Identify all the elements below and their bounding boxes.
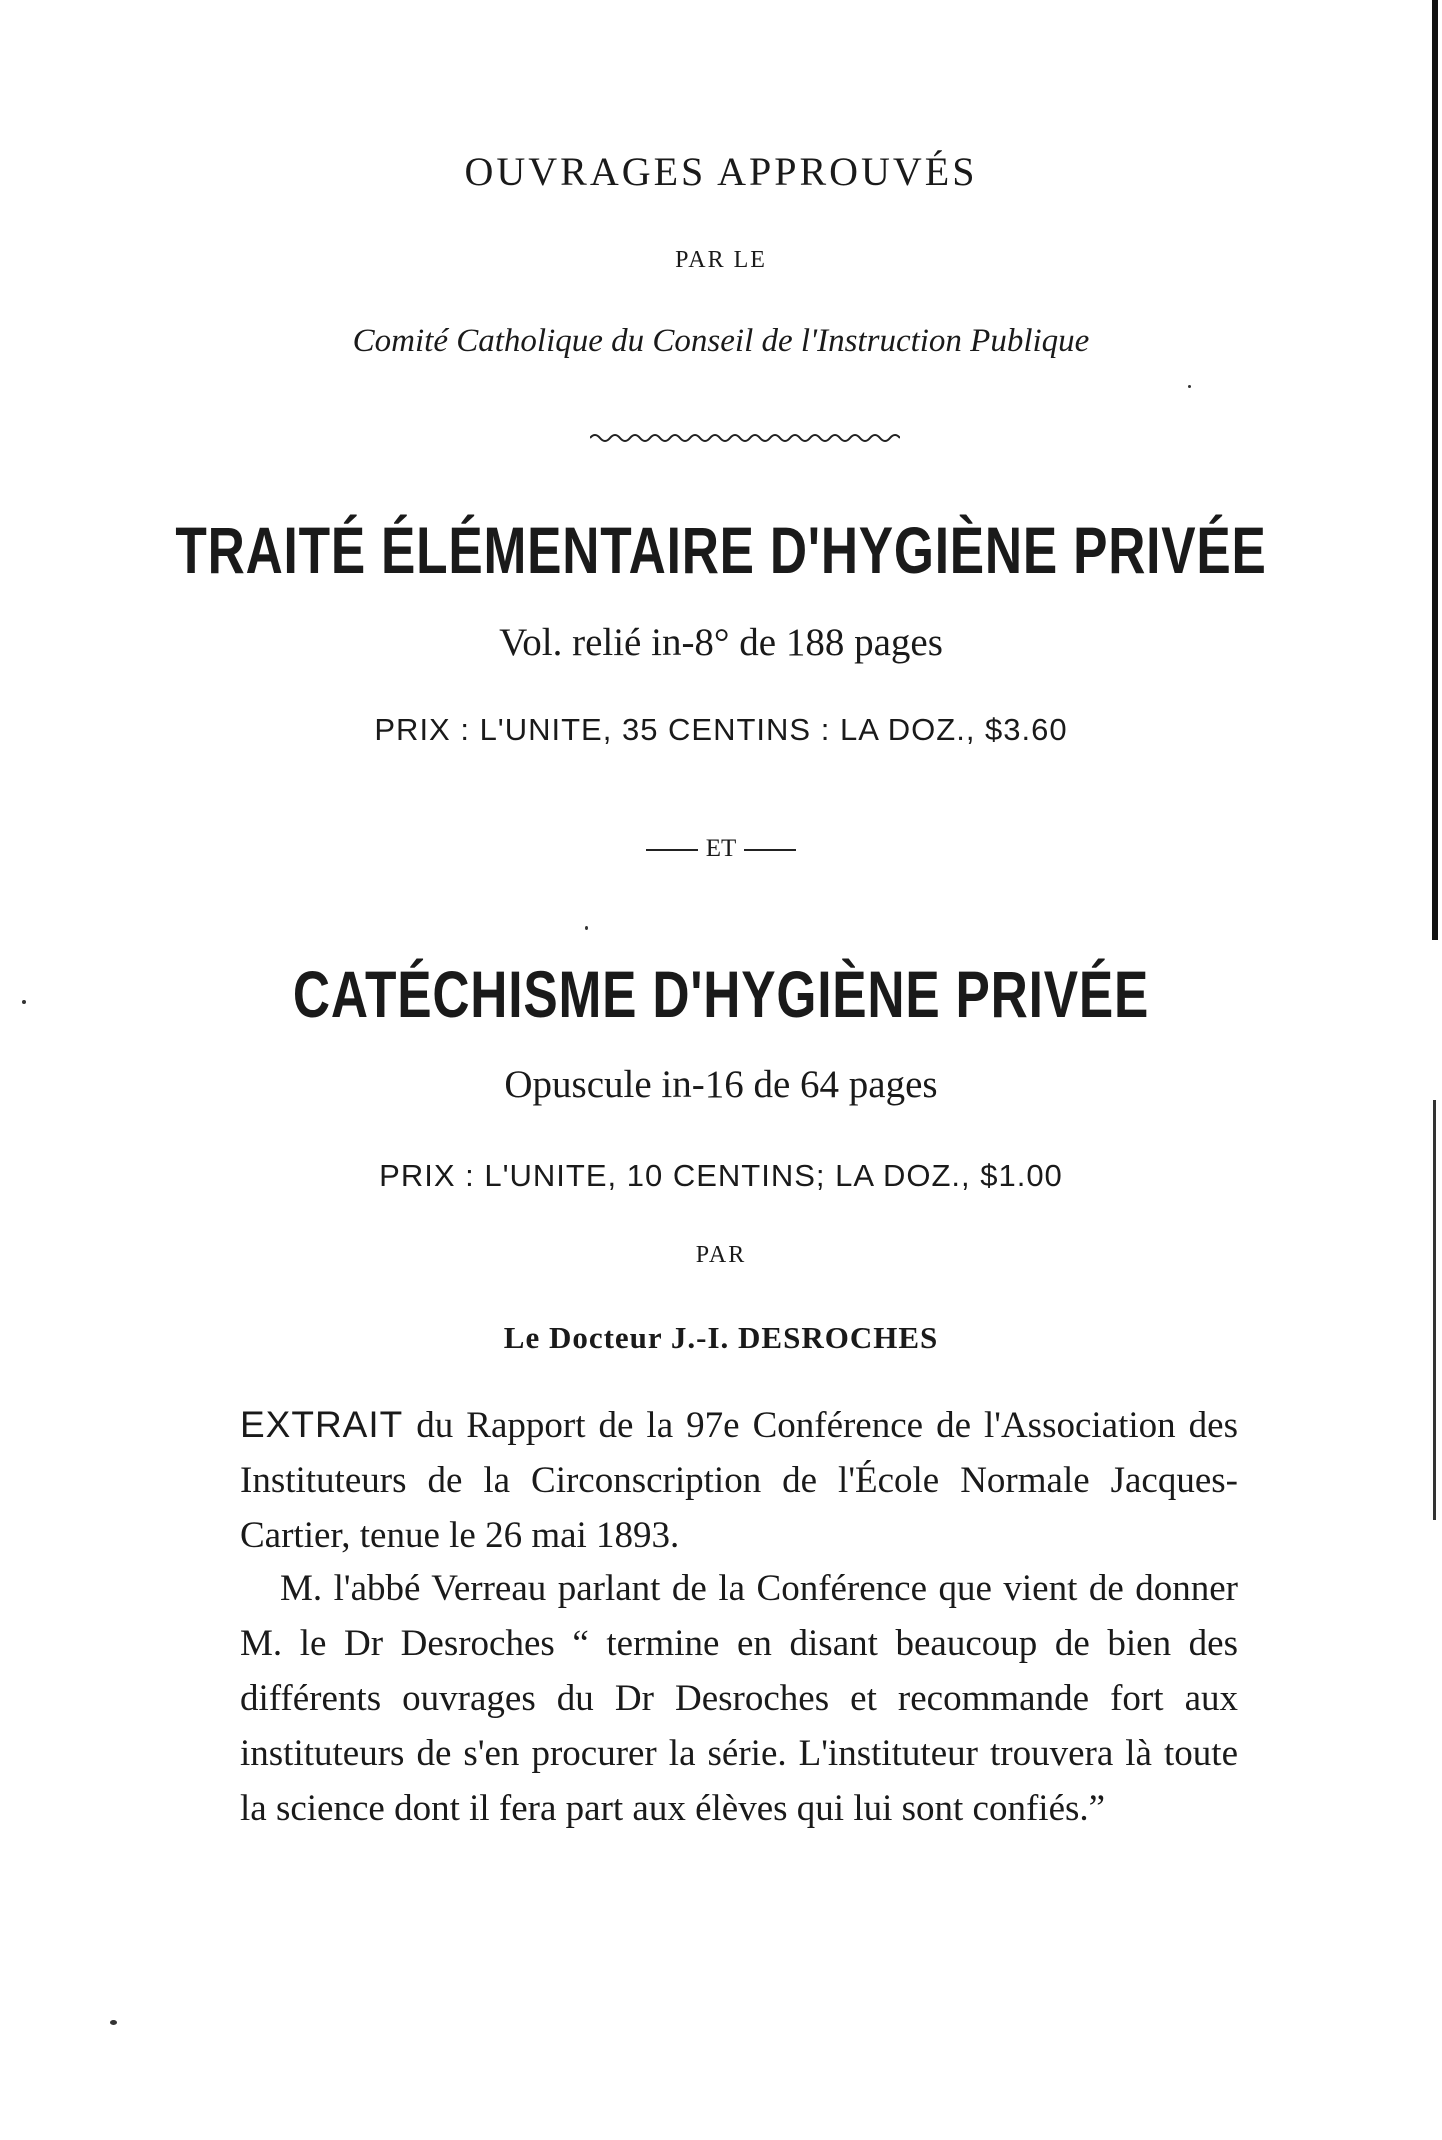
page-heading: OUVRAGES APPROUVÉS — [464, 149, 978, 194]
wavy-divider — [590, 430, 900, 446]
book2-title: CATÉCHISME D'HYGIÈNE PRIVÉE — [292, 957, 1150, 1031]
et-label: ET — [705, 835, 737, 862]
extract-text: du Rapport de la 97e Conférence de l'Association des Instituteurs de la Circonscription de l'École Normale Jacques-Cartier, tenue le 26 mai 1893. — [240, 1405, 1239, 1556]
et-separator — [0, 835, 1442, 863]
book1-title: TRAITÉ ÉLÉMENTAIRE D'HYGIÈNE PRIVÉE — [175, 513, 1267, 587]
par-label: PAR — [695, 1242, 747, 1268]
book2-price: PRIX : L'UNITE, 10 CENTINS; LA DOZ., $1.00 — [379, 1158, 1063, 1193]
dash-left — [646, 849, 698, 851]
par-le-label: PAR LE — [675, 247, 767, 273]
book2-format: Opuscule in-16 de 64 pages — [504, 1063, 938, 1106]
dash-right — [744, 849, 796, 851]
scan-speck — [22, 1000, 26, 1004]
scan-speck — [1188, 385, 1191, 388]
author-name: Le Docteur J.-I. DESROCHES — [503, 1320, 939, 1355]
committee-name: Comité Catholique du Conseil de l'Instruction Publique — [352, 323, 1090, 359]
scan-speck — [585, 926, 588, 930]
extract-lead: EXTRAIT — [240, 1404, 404, 1445]
book1-price: PRIX : L'UNITE, 35 CENTINS : LA DOZ., $3.60 — [374, 712, 1068, 747]
scan-edge-mark — [1432, 0, 1438, 940]
book1-format: Vol. relié in-8° de 188 pages — [499, 621, 943, 664]
scan-speck — [110, 2020, 117, 2025]
quote-paragraph: M. l'abbé Verreau parlant de la Conférence que vient de donner M. le Dr Desroches “ termine en disant beaucoup de bien des différents ouvrages du Dr Desroches et recommande fort aux instituteurs de s'en procurer la série. L'instituteur trouvera là toute la science dont il fera part aux élèves qui lui sont confiés.” — [240, 1568, 1238, 1829]
extract-paragraph — [240, 1397, 1238, 1563]
